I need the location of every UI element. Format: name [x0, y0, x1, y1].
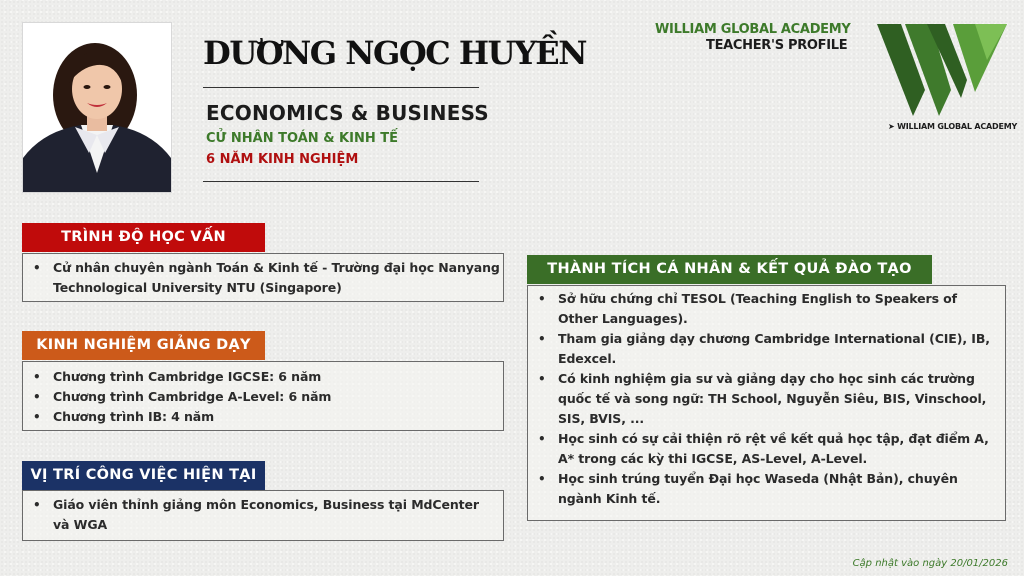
- subject-title: ECONOMICS & BUSINESS: [206, 101, 489, 125]
- academy-name: WILLIAM GLOBAL ACADEMY: [655, 22, 851, 37]
- education-box: [22, 253, 504, 302]
- list-item: • Có kinh nghiệm gia sư và giảng dạy cho học sinh các trường quốc tế và song ngữ: TH School, Nguyễn Siêu, BIS, Vinschool, SIS, BVIS, ...: [528, 369, 997, 429]
- list-item: • Cử nhân chuyên ngành Toán & Kinh tế - Trường đại học Nanyang Technological University NTU (Singapore): [23, 258, 503, 298]
- list-item: • Học sinh trúng tuyển Đại học Waseda (Nhật Bản), chuyên ngành Kinh tế.: [528, 469, 997, 509]
- teacher-name: DƯƠNG NGỌC HUYỀN: [203, 34, 586, 72]
- list-item: • Giáo viên thỉnh giảng môn Economics, Business tại MdCenter và WGA: [23, 495, 483, 535]
- profile-label: TEACHER'S PROFILE: [706, 38, 848, 53]
- position-box: [22, 490, 504, 541]
- logo-caption: ➤ WILLIAM GLOBAL ACADEMY: [888, 122, 1018, 131]
- list-item: • Tham gia giảng dạy chương Cambridge International (CIE), IB, Edexcel.: [528, 329, 997, 369]
- list-item: • Sở hữu chứng chỉ TESOL (Teaching English to Speakers of Other Languages).: [528, 289, 997, 329]
- list-item: • Chương trình IB: 4 năm: [23, 407, 503, 427]
- list-item: • Chương trình Cambridge A-Level: 6 năm: [23, 387, 503, 407]
- subtitle-divider: [203, 181, 479, 182]
- list-item: • Học sinh có sự cải thiện rõ rệt về kết quả học tập, đạt điểm A, A* trong các kỳ thi IGCSE, AS-Level, A-Level.: [528, 429, 997, 469]
- academy-logo: [875, 20, 1010, 120]
- degree-label: CỬ NHÂN TOÁN & KINH TẾ: [206, 131, 398, 146]
- teacher-photo: [22, 22, 172, 193]
- achievements-box: [527, 285, 1006, 521]
- list-item: • Chương trình Cambridge IGCSE: 6 năm: [23, 367, 503, 387]
- education-header: TRÌNH ĐỘ HỌC VẤN: [22, 223, 265, 252]
- teaching-box: [22, 361, 504, 431]
- achievements-header: THÀNH TÍCH CÁ NHÂN & KẾT QUẢ ĐÀO TẠO: [527, 255, 932, 284]
- experience-label: 6 NĂM KINH NGHIỆM: [206, 152, 359, 167]
- updated-date: Cập nhật vào ngày 20/01/2026: [852, 558, 1008, 569]
- teaching-header: KINH NGHIỆM GIẢNG DẠY: [22, 331, 265, 360]
- position-header: VỊ TRÍ CÔNG VIỆC HIỆN TẠI: [22, 461, 265, 490]
- name-divider: [203, 87, 479, 88]
